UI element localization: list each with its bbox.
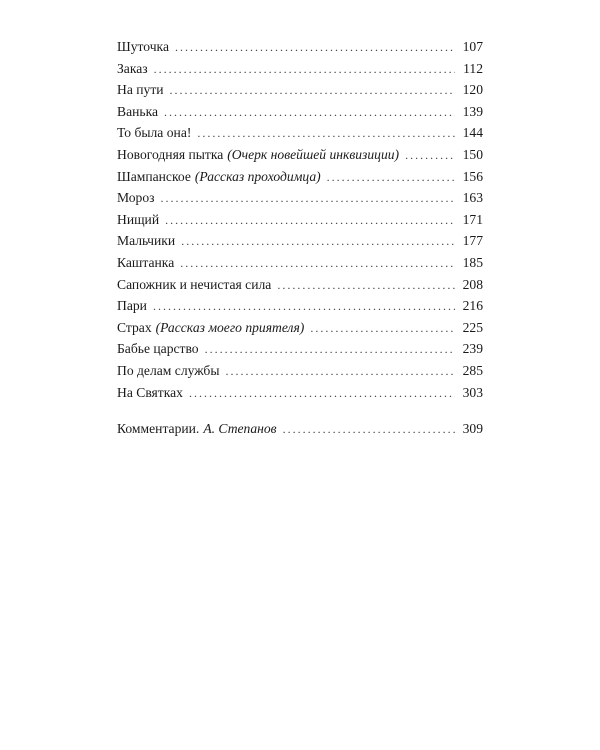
- toc-entry-page: 309: [462, 421, 483, 437]
- dot-leader: [154, 59, 455, 81]
- toc-entry: [117, 36, 483, 58]
- toc-entry-title: Каштанка: [117, 254, 175, 270]
- toc-entry-page: 208: [462, 276, 483, 292]
- toc-entry: [117, 79, 483, 101]
- table-of-contents: [117, 36, 483, 440]
- toc-entry-title: Сапожник и нечистая сила: [117, 276, 272, 292]
- toc-entry-page: 177: [462, 233, 483, 249]
- toc-entry-author: А. Степанов: [203, 421, 277, 437]
- toc-entry-page: 150: [462, 146, 483, 162]
- toc-entry: [117, 230, 483, 252]
- toc-list: [117, 36, 483, 440]
- toc-entry-page: 112: [463, 60, 483, 76]
- dot-leader: [164, 102, 455, 124]
- dot-leader: [225, 361, 455, 383]
- toc-entry-title: То была она!: [117, 125, 192, 141]
- toc-entry: [117, 295, 483, 317]
- dot-leader: [205, 339, 455, 361]
- toc-entry-title: Бабье царство: [117, 341, 199, 357]
- toc-entry: [117, 338, 483, 360]
- toc-entry-page: 216: [462, 298, 483, 314]
- toc-entry-title: Пари: [117, 298, 147, 314]
- dot-leader: [189, 383, 455, 405]
- toc-entry-page: 120: [462, 82, 483, 98]
- dot-leader: [310, 318, 455, 340]
- toc-entry-title: Мальчики: [117, 233, 176, 249]
- toc-entry: [117, 382, 483, 404]
- dot-leader: [175, 37, 455, 59]
- toc-entry: [117, 209, 483, 231]
- toc-entry-page: 139: [462, 103, 483, 119]
- toc-entry-page: 163: [462, 190, 483, 206]
- toc-entry-commentary: [117, 418, 483, 440]
- toc-entry-page: 225: [462, 319, 483, 335]
- toc-entry-page: 107: [462, 39, 483, 54]
- toc-entry: [117, 187, 483, 209]
- dot-leader: [181, 231, 455, 253]
- toc-entry: [117, 360, 483, 382]
- dot-leader: [197, 123, 455, 145]
- toc-entry: [117, 144, 483, 166]
- toc-entry-page: 185: [462, 254, 483, 270]
- dot-leader: [277, 275, 455, 297]
- toc-entry-page: 171: [462, 211, 483, 227]
- toc-entry-title: На пути: [117, 82, 164, 98]
- toc-entry-subtitle: (Очерк новейшей инквизиции): [227, 146, 400, 162]
- toc-entry-title: Ванька: [117, 103, 159, 119]
- dot-leader: [153, 296, 455, 318]
- dot-leader: [180, 253, 455, 275]
- toc-entry-page: 144: [462, 125, 483, 141]
- toc-entry-subtitle: (Рассказ моего приятеля): [155, 319, 305, 335]
- dot-leader: [283, 419, 455, 441]
- dot-leader: [405, 145, 455, 167]
- toc-entry: [117, 122, 483, 144]
- toc-entry-title: Заказ: [117, 60, 148, 76]
- toc-entry-title: Новогодняя пытка: [117, 146, 224, 162]
- toc-entry: [117, 58, 483, 80]
- toc-entry-title: На Святках: [117, 384, 183, 400]
- dot-leader: [165, 210, 455, 232]
- dot-leader: [161, 188, 455, 210]
- toc-entry-title: Нищий: [117, 211, 160, 227]
- toc-entry: [117, 166, 483, 188]
- toc-entry-title: Шампанское: [117, 168, 191, 184]
- toc-entry: [117, 101, 483, 123]
- toc-entry-page: 285: [462, 362, 483, 378]
- toc-entry-title: Комментарии.: [117, 421, 200, 437]
- toc-entry-subtitle: (Рассказ проходимца): [194, 168, 321, 184]
- section-spacer: [117, 403, 483, 418]
- toc-entry-title: Шуточка: [117, 39, 169, 54]
- toc-entry-title: Страх: [117, 319, 152, 335]
- toc-entry-title: По делам службы: [117, 362, 220, 378]
- toc-entry-title: Мороз: [117, 190, 155, 206]
- toc-entry: [117, 252, 483, 274]
- toc-entry-page: 156: [462, 168, 483, 184]
- dot-leader: [170, 80, 455, 102]
- toc-entry-page: 303: [462, 384, 483, 400]
- toc-entry: [117, 317, 483, 339]
- dot-leader: [327, 167, 455, 189]
- toc-entry: [117, 274, 483, 296]
- toc-entry-page: 239: [462, 341, 483, 357]
